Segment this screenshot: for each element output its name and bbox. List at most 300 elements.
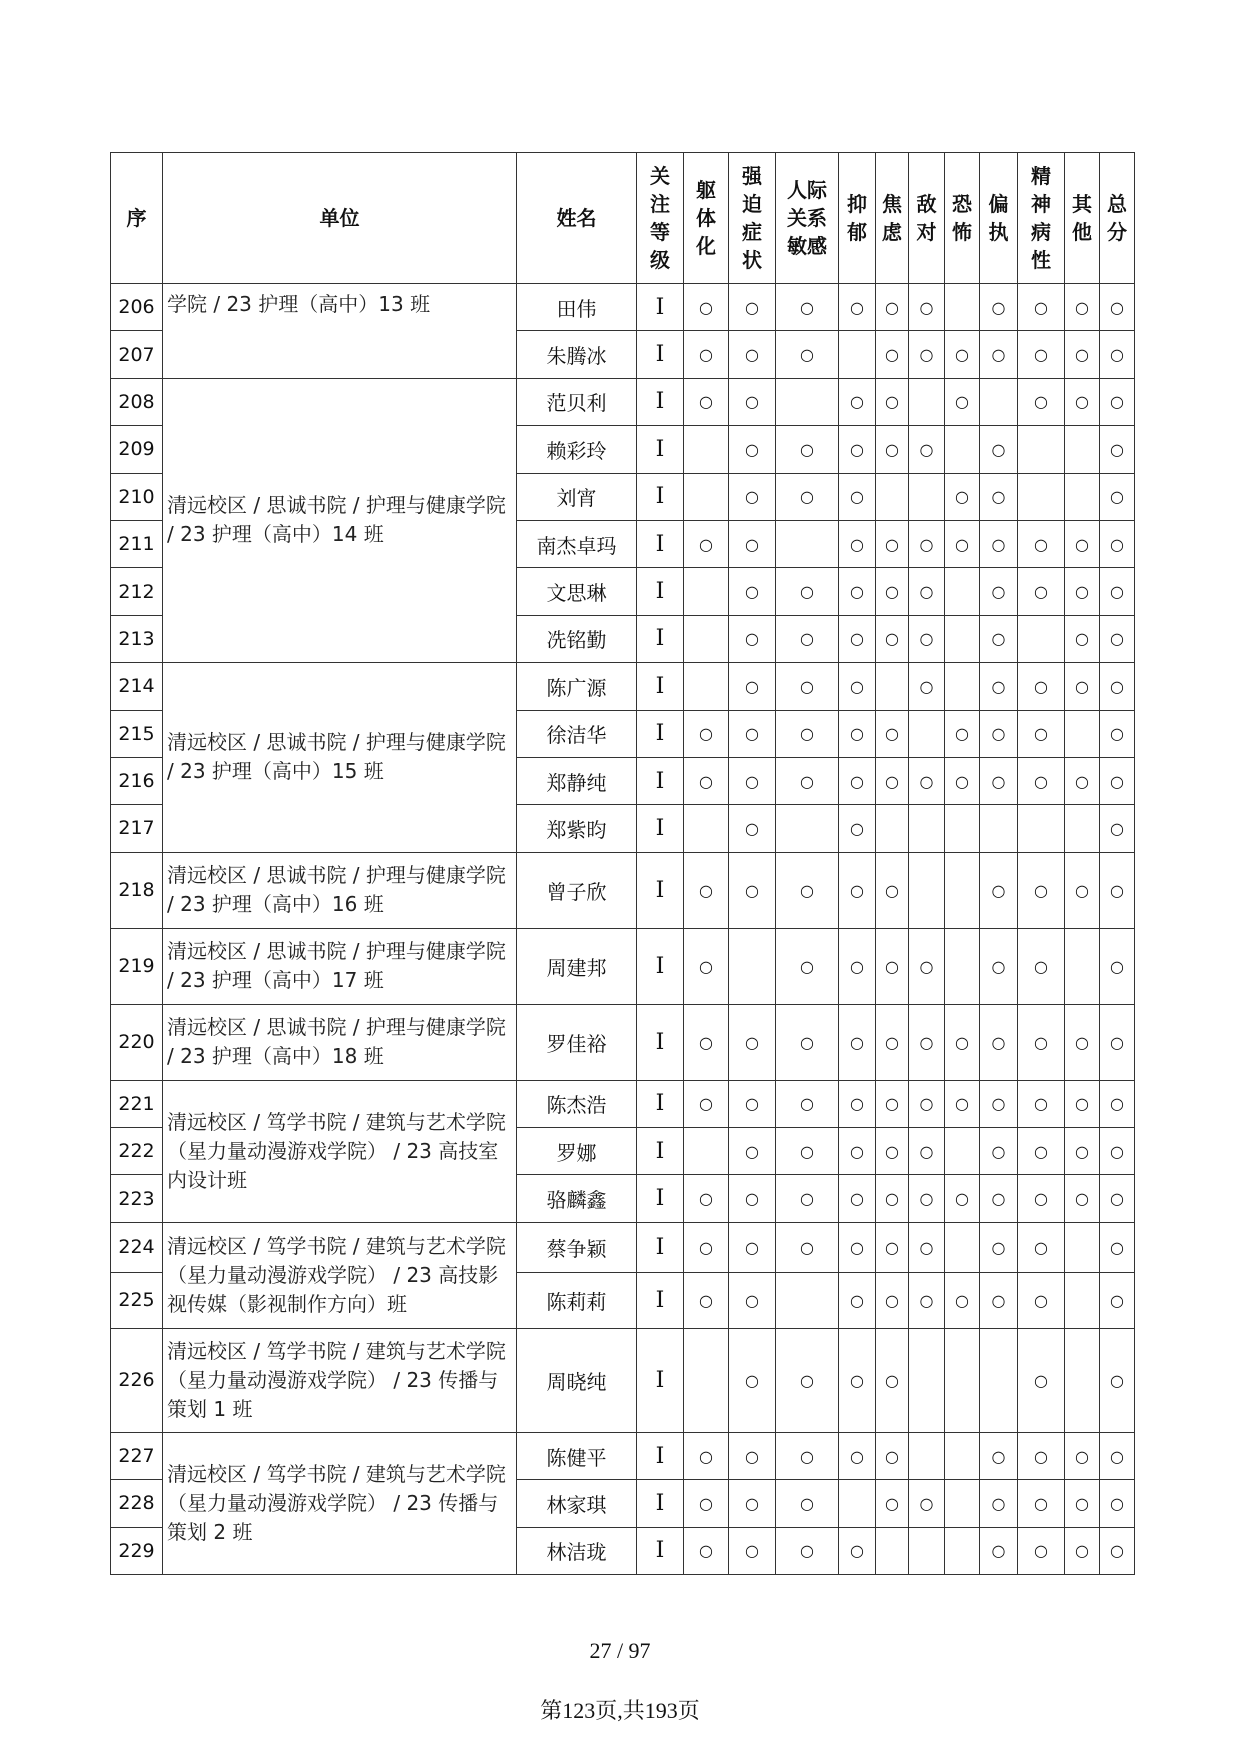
symptom-mark-7: ○ (945, 757, 980, 804)
symptom-mark-3: ○ (776, 1432, 839, 1479)
symptom-mark-10: ○ (1065, 284, 1100, 331)
column-header-label: 抑郁 (847, 192, 867, 244)
symptom-mark-8: ○ (980, 331, 1018, 378)
symptom-mark-4: ○ (839, 520, 876, 567)
student-name: 林家琪 (517, 1480, 637, 1527)
attention-level: I (637, 473, 684, 520)
symptom-mark-3: ○ (776, 331, 839, 378)
student-name: 蔡争颖 (517, 1222, 637, 1272)
symptom-mark-1 (684, 615, 729, 662)
page-number: 27 / 97 (589, 1638, 651, 1663)
symptom-mark-6: ○ (909, 1222, 945, 1272)
symptom-mark-10: ○ (1065, 852, 1100, 928)
column-header (637, 153, 684, 284)
row-number: 227 (111, 1432, 163, 1479)
symptom-mark-9: ○ (1018, 1432, 1065, 1479)
symptom-mark-5: ○ (876, 615, 909, 662)
symptom-mark-9: ○ (1018, 1222, 1065, 1272)
symptom-mark-4: ○ (839, 1527, 876, 1574)
column-header-label: 躯体化 (696, 178, 716, 258)
symptom-mark-11: ○ (1100, 1128, 1135, 1175)
column-header (909, 153, 945, 284)
symptom-mark-9: ○ (1018, 1004, 1065, 1080)
symptom-mark-5: ○ (876, 284, 909, 331)
symptom-mark-2: ○ (729, 1432, 776, 1479)
symptom-mark-7 (945, 852, 980, 928)
symptom-mark-7 (945, 1432, 980, 1479)
symptom-mark-11: ○ (1100, 426, 1135, 473)
symptom-mark-9: ○ (1018, 710, 1065, 757)
column-header: 单位 (163, 153, 517, 284)
symptom-mark-9: ○ (1018, 663, 1065, 710)
symptom-mark-11: ○ (1100, 1480, 1135, 1527)
attention-level: I (637, 1527, 684, 1574)
symptom-mark-2: ○ (729, 378, 776, 425)
unit-cell: 清远校区 / 思诚书院 / 护理与健康学院 / 23 护理（高中）14 班 (163, 378, 517, 662)
symptom-mark-10: ○ (1065, 1128, 1100, 1175)
symptom-mark-10 (1065, 1222, 1100, 1272)
symptom-mark-5 (876, 663, 909, 710)
symptom-mark-5: ○ (876, 378, 909, 425)
column-header-label: 焦虑 (882, 192, 902, 244)
row-number: 208 (111, 378, 163, 425)
symptom-mark-9: ○ (1018, 852, 1065, 928)
student-name: 陈广源 (517, 663, 637, 710)
symptom-mark-1: ○ (684, 757, 729, 804)
symptom-mark-10: ○ (1065, 1004, 1100, 1080)
student-name: 田伟 (517, 284, 637, 331)
symptom-mark-8: ○ (980, 615, 1018, 662)
symptom-mark-8 (980, 1328, 1018, 1432)
symptom-mark-4: ○ (839, 805, 876, 852)
symptom-mark-9: ○ (1018, 1480, 1065, 1527)
row-number: 226 (111, 1328, 163, 1432)
symptom-mark-10: ○ (1065, 1432, 1100, 1479)
symptom-mark-4: ○ (839, 1175, 876, 1222)
row-number: 213 (111, 615, 163, 662)
row-number: 211 (111, 520, 163, 567)
symptom-mark-10: ○ (1065, 1175, 1100, 1222)
symptom-mark-9 (1018, 426, 1065, 473)
symptom-mark-11: ○ (1100, 1432, 1135, 1479)
symptom-mark-5: ○ (876, 928, 909, 1004)
symptom-mark-11: ○ (1100, 805, 1135, 852)
student-name: 罗娜 (517, 1128, 637, 1175)
symptom-mark-7 (945, 928, 980, 1004)
symptom-mark-3: ○ (776, 1004, 839, 1080)
symptom-mark-7 (945, 1128, 980, 1175)
symptom-mark-11: ○ (1100, 852, 1135, 928)
symptom-mark-2: ○ (729, 331, 776, 378)
unit-cell: 学院 / 23 护理（高中）13 班 (163, 284, 517, 379)
symptom-mark-1 (684, 426, 729, 473)
symptom-mark-6 (909, 852, 945, 928)
attention-level: I (637, 852, 684, 928)
attention-level: I (637, 1128, 684, 1175)
row-number: 214 (111, 663, 163, 710)
symptom-mark-6: ○ (909, 568, 945, 615)
symptom-mark-9: ○ (1018, 928, 1065, 1004)
symptom-mark-11: ○ (1100, 615, 1135, 662)
symptom-mark-11: ○ (1100, 663, 1135, 710)
symptom-mark-9: ○ (1018, 1527, 1065, 1574)
symptom-mark-7 (945, 1480, 980, 1527)
symptom-mark-8: ○ (980, 663, 1018, 710)
symptom-mark-10 (1065, 426, 1100, 473)
symptom-mark-11: ○ (1100, 1175, 1135, 1222)
symptom-mark-5: ○ (876, 710, 909, 757)
symptom-mark-7 (945, 1527, 980, 1574)
symptom-mark-10: ○ (1065, 568, 1100, 615)
symptom-mark-10 (1065, 1272, 1100, 1328)
symptom-mark-2: ○ (729, 1272, 776, 1328)
symptom-mark-3: ○ (776, 568, 839, 615)
symptom-mark-1: ○ (684, 520, 729, 567)
symptom-mark-11: ○ (1100, 378, 1135, 425)
symptom-mark-7 (945, 284, 980, 331)
symptom-mark-3: ○ (776, 1128, 839, 1175)
symptom-mark-5: ○ (876, 1328, 909, 1432)
symptom-mark-9 (1018, 473, 1065, 520)
symptom-mark-9: ○ (1018, 378, 1065, 425)
symptom-mark-1: ○ (684, 1175, 729, 1222)
student-name: 周晓纯 (517, 1328, 637, 1432)
symptom-mark-11: ○ (1100, 757, 1135, 804)
symptom-mark-5: ○ (876, 331, 909, 378)
attention-level: I (637, 1480, 684, 1527)
symptom-mark-2: ○ (729, 615, 776, 662)
symptom-mark-9: ○ (1018, 1175, 1065, 1222)
symptom-mark-7: ○ (945, 520, 980, 567)
symptom-mark-3: ○ (776, 615, 839, 662)
symptom-mark-10: ○ (1065, 331, 1100, 378)
row-number: 218 (111, 852, 163, 928)
symptom-mark-9: ○ (1018, 284, 1065, 331)
table-row (111, 1222, 1135, 1272)
symptom-mark-5: ○ (876, 1272, 909, 1328)
symptom-mark-8 (980, 805, 1018, 852)
symptom-mark-9: ○ (1018, 1272, 1065, 1328)
symptom-mark-5 (876, 805, 909, 852)
symptom-mark-5: ○ (876, 1128, 909, 1175)
symptom-mark-1: ○ (684, 284, 729, 331)
table-row (111, 663, 1135, 710)
symptom-mark-3: ○ (776, 1527, 839, 1574)
attention-level: I (637, 710, 684, 757)
symptom-mark-5: ○ (876, 852, 909, 928)
symptom-mark-5: ○ (876, 1480, 909, 1527)
symptom-mark-9: ○ (1018, 520, 1065, 567)
symptom-mark-3: ○ (776, 1328, 839, 1432)
symptom-mark-6: ○ (909, 1080, 945, 1127)
symptom-mark-4: ○ (839, 1432, 876, 1479)
row-number: 206 (111, 284, 163, 331)
column-header (1100, 153, 1135, 284)
column-header (876, 153, 909, 284)
column-header-label: 其他 (1072, 192, 1092, 244)
unit-cell: 清远校区 / 笃学书院 / 建筑与艺术学院（星力量动漫游戏学院） / 23 传播与策划 2 班 (163, 1432, 517, 1574)
symptom-mark-8 (980, 378, 1018, 425)
symptom-mark-5: ○ (876, 568, 909, 615)
column-header: 序 (111, 153, 163, 284)
symptom-mark-2: ○ (729, 1328, 776, 1432)
row-number: 229 (111, 1527, 163, 1574)
symptom-mark-5: ○ (876, 520, 909, 567)
symptom-mark-7: ○ (945, 1175, 980, 1222)
symptom-mark-8: ○ (980, 1222, 1018, 1272)
symptom-mark-7: ○ (945, 473, 980, 520)
symptom-mark-2: ○ (729, 473, 776, 520)
row-number: 221 (111, 1080, 163, 1127)
symptom-mark-2: ○ (729, 520, 776, 567)
symptom-mark-11: ○ (1100, 568, 1135, 615)
student-name: 徐洁华 (517, 710, 637, 757)
symptom-mark-1: ○ (684, 928, 729, 1004)
symptom-mark-6: ○ (909, 284, 945, 331)
symptom-mark-8: ○ (980, 284, 1018, 331)
symptom-mark-10: ○ (1065, 615, 1100, 662)
row-number: 210 (111, 473, 163, 520)
symptom-mark-2: ○ (729, 1080, 776, 1127)
symptom-mark-6: ○ (909, 928, 945, 1004)
symptom-mark-6: ○ (909, 1004, 945, 1080)
column-header (1065, 153, 1100, 284)
column-header-label: 总分 (1107, 192, 1127, 244)
symptom-mark-9: ○ (1018, 1328, 1065, 1432)
attention-level: I (637, 1432, 684, 1479)
symptom-mark-4: ○ (839, 852, 876, 928)
symptom-mark-6 (909, 1432, 945, 1479)
symptom-mark-3: ○ (776, 473, 839, 520)
attention-level: I (637, 805, 684, 852)
table-row (111, 378, 1135, 425)
row-number: 216 (111, 757, 163, 804)
symptom-mark-4: ○ (839, 1222, 876, 1272)
attention-level: I (637, 568, 684, 615)
attention-level: I (637, 757, 684, 804)
column-header-label: 人际关系敏感 (787, 178, 827, 258)
symptom-mark-11: ○ (1100, 1328, 1135, 1432)
row-number: 215 (111, 710, 163, 757)
symptom-mark-10 (1065, 473, 1100, 520)
symptom-mark-5 (876, 1527, 909, 1574)
symptom-mark-4: ○ (839, 757, 876, 804)
symptom-mark-9: ○ (1018, 1128, 1065, 1175)
symptom-mark-1: ○ (684, 331, 729, 378)
symptom-mark-10: ○ (1065, 663, 1100, 710)
symptom-mark-10: ○ (1065, 520, 1100, 567)
column-header: 姓名 (517, 153, 637, 284)
symptom-mark-1: ○ (684, 1004, 729, 1080)
attention-level: I (637, 331, 684, 378)
symptom-mark-7 (945, 1328, 980, 1432)
symptom-mark-3: ○ (776, 757, 839, 804)
symptom-mark-7: ○ (945, 331, 980, 378)
symptom-mark-6: ○ (909, 331, 945, 378)
attention-level: I (637, 1328, 684, 1432)
row-number: 223 (111, 1175, 163, 1222)
symptom-mark-3 (776, 805, 839, 852)
symptom-mark-4: ○ (839, 473, 876, 520)
symptom-mark-7 (945, 805, 980, 852)
symptom-mark-1: ○ (684, 1272, 729, 1328)
symptom-mark-6: ○ (909, 757, 945, 804)
unit-cell: 清远校区 / 思诚书院 / 护理与健康学院 / 23 护理（高中）15 班 (163, 663, 517, 853)
symptom-mark-6: ○ (909, 1175, 945, 1222)
print-page-number: 第123页,共193页 (540, 1698, 700, 1723)
symptom-mark-2: ○ (729, 1175, 776, 1222)
symptom-mark-10 (1065, 710, 1100, 757)
column-header (1018, 153, 1065, 284)
symptom-mark-8: ○ (980, 568, 1018, 615)
symptom-mark-8: ○ (980, 1128, 1018, 1175)
symptom-mark-5: ○ (876, 1175, 909, 1222)
symptom-mark-6: ○ (909, 1272, 945, 1328)
attention-level: I (637, 426, 684, 473)
symptom-mark-2: ○ (729, 426, 776, 473)
student-name: 南杰卓玛 (517, 520, 637, 567)
symptom-mark-3: ○ (776, 426, 839, 473)
symptom-mark-3 (776, 520, 839, 567)
symptom-mark-6 (909, 805, 945, 852)
symptom-mark-4: ○ (839, 1080, 876, 1127)
symptom-mark-7 (945, 615, 980, 662)
student-name: 罗佳裕 (517, 1004, 637, 1080)
symptom-mark-1 (684, 568, 729, 615)
symptom-mark-7 (945, 426, 980, 473)
symptom-mark-2: ○ (729, 663, 776, 710)
symptom-mark-8: ○ (980, 757, 1018, 804)
symptom-mark-6: ○ (909, 520, 945, 567)
table-row (111, 1328, 1135, 1432)
student-name: 刘宵 (517, 473, 637, 520)
student-name: 陈杰浩 (517, 1080, 637, 1127)
symptom-mark-8: ○ (980, 426, 1018, 473)
student-name: 范贝利 (517, 378, 637, 425)
symptom-mark-1 (684, 473, 729, 520)
symptom-mark-9: ○ (1018, 331, 1065, 378)
symptom-mark-1: ○ (684, 710, 729, 757)
student-name: 周建邦 (517, 928, 637, 1004)
symptom-mark-6 (909, 1527, 945, 1574)
symptom-mark-1 (684, 805, 729, 852)
symptom-mark-11: ○ (1100, 1080, 1135, 1127)
symptom-mark-2: ○ (729, 1527, 776, 1574)
symptom-mark-1 (684, 1328, 729, 1432)
symptom-mark-8: ○ (980, 710, 1018, 757)
symptom-mark-4: ○ (839, 663, 876, 710)
table-row (111, 1080, 1135, 1127)
table-row (111, 284, 1135, 331)
symptom-mark-8: ○ (980, 1080, 1018, 1127)
table-header-row (111, 153, 1135, 284)
symptom-mark-5 (876, 473, 909, 520)
symptom-mark-10: ○ (1065, 1080, 1100, 1127)
row-number: 220 (111, 1004, 163, 1080)
student-name: 文思琳 (517, 568, 637, 615)
symptom-mark-7 (945, 663, 980, 710)
unit-cell: 清远校区 / 笃学书院 / 建筑与艺术学院（星力量动漫游戏学院） / 23 高技影视传媒（影视制作方向）班 (163, 1222, 517, 1328)
symptom-mark-10: ○ (1065, 757, 1100, 804)
symptom-mark-11: ○ (1100, 473, 1135, 520)
student-name: 林洁珑 (517, 1527, 637, 1574)
symptom-mark-5: ○ (876, 1004, 909, 1080)
symptom-mark-7: ○ (945, 378, 980, 425)
symptom-mark-10: ○ (1065, 378, 1100, 425)
student-name: 骆麟鑫 (517, 1175, 637, 1222)
symptom-mark-8: ○ (980, 1175, 1018, 1222)
row-number: 209 (111, 426, 163, 473)
symptom-mark-2: ○ (729, 852, 776, 928)
symptom-mark-1: ○ (684, 1432, 729, 1479)
symptom-mark-1: ○ (684, 1222, 729, 1272)
table-row (111, 1432, 1135, 1479)
student-name: 郑静纯 (517, 757, 637, 804)
symptom-mark-2: ○ (729, 568, 776, 615)
row-number: 228 (111, 1480, 163, 1527)
row-number: 207 (111, 331, 163, 378)
symptom-mark-8: ○ (980, 1480, 1018, 1527)
attention-level: I (637, 615, 684, 662)
symptom-mark-7 (945, 568, 980, 615)
column-header (729, 153, 776, 284)
symptom-mark-9 (1018, 805, 1065, 852)
student-attention-table (110, 152, 1135, 1575)
symptom-mark-11: ○ (1100, 331, 1135, 378)
symptom-mark-11: ○ (1100, 1272, 1135, 1328)
symptom-mark-4: ○ (839, 615, 876, 662)
symptom-mark-3: ○ (776, 928, 839, 1004)
symptom-mark-11: ○ (1100, 1527, 1135, 1574)
symptom-mark-4: ○ (839, 1128, 876, 1175)
column-header (980, 153, 1018, 284)
symptom-mark-3: ○ (776, 1480, 839, 1527)
unit-cell: 清远校区 / 笃学书院 / 建筑与艺术学院（星力量动漫游戏学院） / 23 传播与策划 1 班 (163, 1328, 517, 1432)
attention-level: I (637, 928, 684, 1004)
symptom-mark-3: ○ (776, 1222, 839, 1272)
symptom-mark-3 (776, 378, 839, 425)
symptom-mark-5: ○ (876, 1432, 909, 1479)
symptom-mark-4: ○ (839, 1328, 876, 1432)
symptom-mark-1 (684, 663, 729, 710)
symptom-mark-6 (909, 710, 945, 757)
symptom-mark-9: ○ (1018, 568, 1065, 615)
symptom-mark-6 (909, 378, 945, 425)
symptom-mark-1: ○ (684, 378, 729, 425)
symptom-mark-1: ○ (684, 1527, 729, 1574)
symptom-mark-11: ○ (1100, 710, 1135, 757)
symptom-mark-8: ○ (980, 928, 1018, 1004)
symptom-mark-9 (1018, 615, 1065, 662)
symptom-mark-10 (1065, 1328, 1100, 1432)
symptom-mark-2: ○ (729, 805, 776, 852)
symptom-mark-1: ○ (684, 1080, 729, 1127)
symptom-mark-4: ○ (839, 568, 876, 615)
symptom-mark-10 (1065, 928, 1100, 1004)
attention-level: I (637, 1080, 684, 1127)
symptom-mark-6 (909, 473, 945, 520)
symptom-mark-4: ○ (839, 710, 876, 757)
symptom-mark-8: ○ (980, 1004, 1018, 1080)
symptom-mark-2: ○ (729, 1222, 776, 1272)
symptom-mark-5: ○ (876, 426, 909, 473)
attention-level: I (637, 1272, 684, 1328)
row-number: 217 (111, 805, 163, 852)
column-header-label: 恐怖 (952, 192, 972, 244)
unit-cell: 清远校区 / 思诚书院 / 护理与健康学院 / 23 护理（高中）17 班 (163, 928, 517, 1004)
symptom-mark-9: ○ (1018, 757, 1065, 804)
row-number: 224 (111, 1222, 163, 1272)
